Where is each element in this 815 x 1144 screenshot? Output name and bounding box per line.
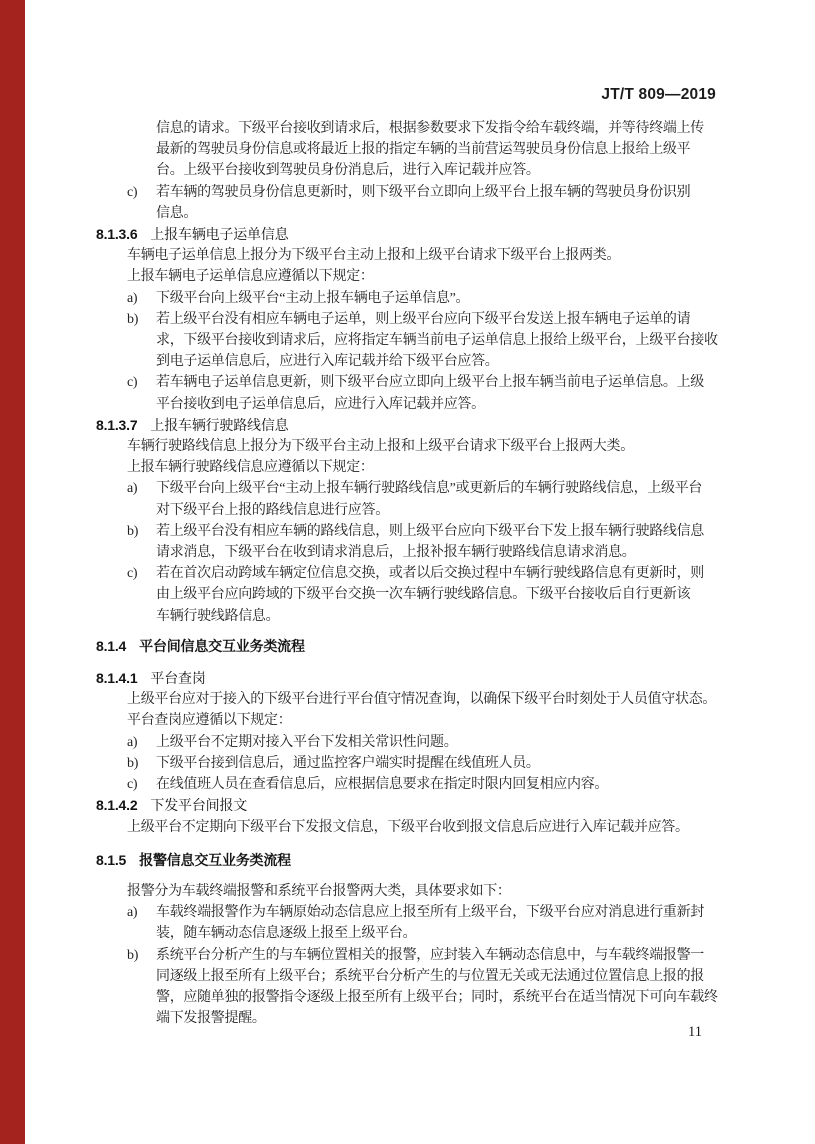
- list-item-line: [96, 732, 718, 753]
- text-line: [96, 436, 718, 457]
- text-line: [96, 881, 718, 902]
- line-text: 上级平台不定期对接入平台下发相关常识性问题。: [156, 734, 458, 750]
- clause-number: 8.1.5: [96, 851, 127, 868]
- list-item-line: [96, 902, 718, 923]
- text-line: [96, 457, 718, 478]
- text-line: [96, 500, 718, 521]
- page-number: 11: [688, 1024, 702, 1040]
- line-text: 信息的请求。下级平台接收到请求后，根据参数要求下发指令给车载终端，并等待终端上传: [156, 121, 704, 136]
- text-line: [96, 710, 718, 731]
- line-text: 平台接收到电子运单信息后，应进行入库记载并应答。: [156, 396, 485, 412]
- line-text: 警，应随单独的报警指令逐级上报至所有上级平台；同时，系统平台在适当情况下可向车载终: [156, 989, 718, 1005]
- text-line: [96, 923, 718, 944]
- list-marker: a): [127, 481, 138, 497]
- line-text: 装，随车辆动态信息逐级上报至上级平台。: [156, 926, 417, 942]
- line-text: 平台间信息交互业务类流程: [139, 637, 305, 654]
- section-heading: [96, 850, 718, 871]
- document-body: [96, 118, 718, 1029]
- clause-heading: [96, 415, 718, 436]
- red-spine-bar: [0, 0, 25, 1144]
- list-item-line: [96, 372, 718, 393]
- list-item-line: [96, 182, 718, 203]
- line-text: 车辆行驶路线信息上报分为下级平台主动上报和上级平台请求下级平台上报两大类。: [127, 439, 634, 455]
- line-text: 平台查岗: [150, 670, 206, 687]
- line-text: 若在首次启动跨域车辆定位信息交换，或者以后交换过程中车辆行驶线路信息有更新时，则: [156, 566, 704, 582]
- list-marker: c): [127, 184, 138, 200]
- text-line: [96, 118, 718, 139]
- line-text: 下级平台向上级平台“主动上报车辆电子运单信息”。: [156, 290, 470, 306]
- line-text: 报警信息交互业务类流程: [139, 851, 291, 868]
- list-item-line: [96, 774, 718, 795]
- list-marker: c): [127, 566, 138, 582]
- text-line: [96, 351, 718, 372]
- clause-number: 8.1.4.2: [96, 797, 138, 814]
- list-marker: a): [127, 734, 138, 750]
- list-marker: b): [127, 311, 139, 327]
- text-line: [96, 817, 718, 838]
- text-line: [96, 203, 718, 224]
- line-text: 请求消息，下级平台在收到请求消息后，上报补报车辆行驶路线信息请求消息。: [156, 545, 636, 561]
- line-text: 上报车辆行驶路线信息应遵循以下规定：: [127, 460, 374, 476]
- line-text: 求，下级平台接收到请求后，应将指定车辆当前电子运单信息上报给上级平台，上级平台接收: [156, 333, 718, 349]
- text-line: [96, 966, 718, 987]
- line-text: 信息。: [156, 205, 198, 221]
- line-text: 对下级平台上报的路线信息进行应答。: [156, 502, 389, 518]
- line-text: 同逐级上报至所有上级平台；系统平台分析产生的与位置无关或无法通过位置信息上报的报: [156, 968, 704, 984]
- clause-heading: [96, 668, 718, 689]
- list-marker: a): [127, 905, 138, 921]
- clause-number: 8.1.3.7: [96, 416, 138, 433]
- list-item-line: [96, 309, 718, 330]
- list-item-line: [96, 478, 718, 499]
- text-line: [96, 584, 718, 605]
- list-item-line: [96, 288, 718, 309]
- line-text: 端下发报警提醒。: [156, 1011, 266, 1027]
- line-text: 报警分为车载终端报警和系统平台报警两大类，具体要求如下：: [127, 883, 511, 899]
- list-marker: c): [127, 777, 138, 793]
- text-line: [96, 266, 718, 287]
- line-text: 下级平台向上级平台“主动上报车辆行驶路线信息”或更新后的车辆行驶路线信息，上级平台: [156, 481, 703, 497]
- line-text: 系统平台分析产生的与车辆位置相关的报警，应封装入车辆动态信息中，与车载终端报警一: [156, 947, 704, 963]
- line-text: 由上级平台应向跨域的下级平台交换一次车辆行驶线路信息。下级平台接收后自行更新该: [156, 587, 691, 603]
- line-text: 最新的驾驶员身份信息或将最近上报的指定车辆的当前营运驾驶员身份信息上报给上级平: [156, 142, 691, 158]
- text-line: [96, 245, 718, 266]
- text-line: [96, 160, 718, 181]
- line-text: 上报车辆行驶路线信息: [150, 416, 289, 433]
- list-item-line: [96, 521, 718, 542]
- list-item-line: [96, 563, 718, 584]
- line-text: 若车辆的驾驶员身份信息更新时，则下级平台立即向上级平台上报车辆的驾驶员身份识别: [156, 184, 691, 200]
- line-text: 下级平台接到信息后，通过监控客户端实时提醒在线值班人员。: [156, 755, 540, 771]
- section-heading: [96, 636, 718, 657]
- text-line: [96, 689, 718, 710]
- text-line: [96, 139, 718, 160]
- list-marker: a): [127, 290, 138, 306]
- list-marker: c): [127, 375, 138, 391]
- clause-heading: [96, 795, 718, 816]
- clause-heading: [96, 224, 718, 245]
- line-text: 在线值班人员在查看信息后，应根据信息要求在指定时限内回复相应内容。: [156, 777, 609, 793]
- text-line: [96, 606, 718, 627]
- line-text: 平台查岗应遵循以下规定：: [127, 713, 292, 729]
- text-line: [96, 394, 718, 415]
- text-line: [96, 330, 718, 351]
- list-item-line: [96, 753, 718, 774]
- line-text: 到电子运单信息后，应进行入库记载并给下级平台应答。: [156, 354, 499, 370]
- line-text: 上级平台应对于接入的下级平台进行平台值守情况查询，以确保下级平台时刻处于人员值守状态。: [127, 692, 717, 708]
- line-text: 若上级平台没有相应车辆电子运单，则上级平台应向下级平台发送上报车辆电子运单的请: [156, 311, 691, 327]
- text-line: [96, 987, 718, 1008]
- text-line: [96, 542, 718, 563]
- line-text: 若上级平台没有相应车辆的路线信息，则上级平台应向下级平台下发上报车辆行驶路线信息: [156, 523, 704, 539]
- list-marker: b): [127, 755, 139, 771]
- list-marker: b): [127, 947, 139, 963]
- text-line: [96, 1008, 718, 1029]
- clause-number: 8.1.3.6: [96, 226, 138, 243]
- line-text: 车载终端报警作为车辆原始动态信息应上报至所有上级平台，下级平台应对消息进行重新封: [156, 905, 704, 921]
- line-text: 台。上级平台接收到驾驶员身份消息后，进行入库记载并应答。: [156, 163, 540, 179]
- line-text: 上报车辆电子运单信息: [150, 226, 289, 243]
- list-marker: b): [127, 523, 139, 539]
- clause-number: 8.1.4: [96, 637, 127, 654]
- line-text: 上报车辆电子运单信息应遵循以下规定：: [127, 269, 374, 285]
- line-text: 若车辆电子运单信息更新，则下级平台应立即向上级平台上报车辆当前电子运单信息。上级: [156, 375, 704, 391]
- line-text: 车辆电子运单信息上报分为下级平台主动上报和上级平台请求下级平台上报两类。: [127, 248, 621, 264]
- list-item-line: [96, 945, 718, 966]
- line-text: 上级平台不定期向下级平台下发报文信息，下级平台收到报文信息后应进行入库记载并应答。: [127, 819, 689, 835]
- standard-number-header: JT/T 809—2019: [601, 86, 716, 103]
- line-text: 下发平台间报文: [150, 797, 248, 814]
- clause-number: 8.1.4.1: [96, 670, 138, 687]
- line-text: 车辆行驶线路信息。: [156, 608, 280, 624]
